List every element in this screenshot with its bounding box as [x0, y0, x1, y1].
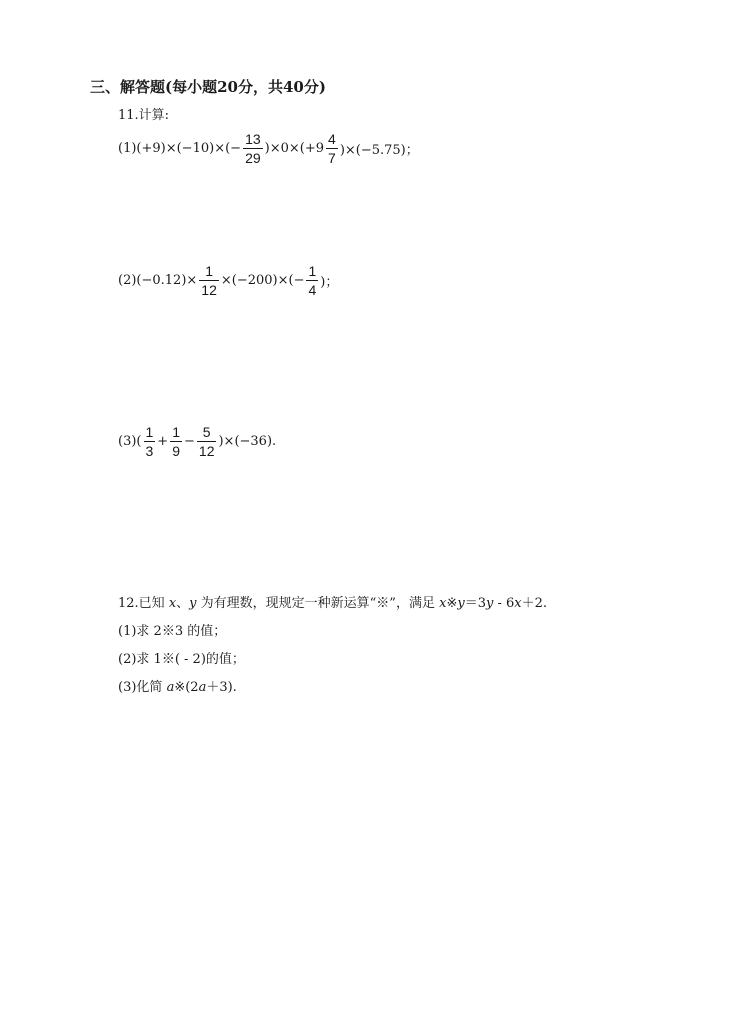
expr-segment: (1)(+9)×(−10)×(−: [118, 141, 242, 156]
fraction-4-7: [326, 130, 338, 167]
question-12-sub-1: (1)求 2※3 的值；: [118, 624, 227, 639]
question-12-stem: [118, 592, 547, 611]
denominator: 12: [198, 443, 215, 459]
fraction-1-3: [144, 423, 156, 460]
denominator: 29: [245, 150, 261, 166]
expr-segment: (3)(: [118, 434, 142, 449]
expr-segment: +: [157, 434, 169, 449]
expr-segment: )；: [320, 275, 339, 290]
var-y: y: [485, 596, 494, 611]
denominator: 3: [145, 443, 154, 459]
numerator: 1: [172, 424, 180, 440]
expr-segment: ×(−200)×(−: [220, 273, 305, 288]
section-title: 三、解答题(每小题20分，共40分): [90, 78, 326, 96]
numerator: 13: [245, 131, 261, 147]
numerator: 4: [328, 131, 336, 147]
var-x: x: [514, 596, 522, 611]
sub-text: (3)化简: [118, 680, 167, 695]
question-11-part-1: [118, 130, 419, 167]
question-11-label: 11.计算:: [118, 108, 170, 123]
numerator: 1: [308, 263, 317, 279]
fraction-1-4: [306, 262, 318, 299]
expr-segment: (2)(−0.12)×: [118, 273, 198, 288]
denominator: 9: [172, 443, 180, 459]
denominator: 7: [328, 150, 336, 166]
var-a: a: [166, 680, 175, 695]
numerator: 1: [205, 263, 213, 279]
var-y: y: [457, 596, 465, 611]
var-y: y: [189, 596, 197, 611]
var-x: x: [168, 596, 177, 611]
fraction-13-29: [243, 130, 263, 167]
question-12-sub-3: [118, 676, 237, 695]
formula-text: ＝3: [464, 596, 486, 611]
denominator: 12: [201, 282, 217, 298]
denominator: 4: [308, 282, 317, 298]
question-11-part-2: [118, 262, 338, 299]
sub-text: ＋3).: [206, 680, 237, 695]
fraction-1-9: [170, 423, 182, 460]
question-12-sub-2: (2)求 1※( - 2)的值；: [118, 652, 245, 667]
fraction-1-12: [199, 262, 219, 299]
stem-text: 12.已知: [118, 596, 169, 611]
expr-segment: )×0×(+9: [264, 141, 325, 156]
numerator: 5: [202, 424, 211, 440]
var-x: x: [439, 596, 447, 611]
question-11-part-3: [118, 423, 276, 460]
fraction-5-12: [197, 423, 217, 460]
expr-segment: −: [184, 434, 195, 449]
expr-segment: )×(−36).: [218, 434, 277, 449]
operator-symbol: ※: [446, 596, 458, 611]
numerator: 1: [145, 424, 154, 440]
stem-text: 为有理数，现规定一种新运算“※”，满足: [196, 596, 440, 611]
sub-text: ※(2: [174, 680, 199, 695]
expr-segment: )×(−5.75)；: [339, 143, 419, 158]
formula-text: - 6: [493, 596, 515, 611]
stem-text: 、: [176, 596, 190, 611]
var-a: a: [198, 680, 207, 695]
formula-text: ＋2.: [521, 596, 548, 611]
